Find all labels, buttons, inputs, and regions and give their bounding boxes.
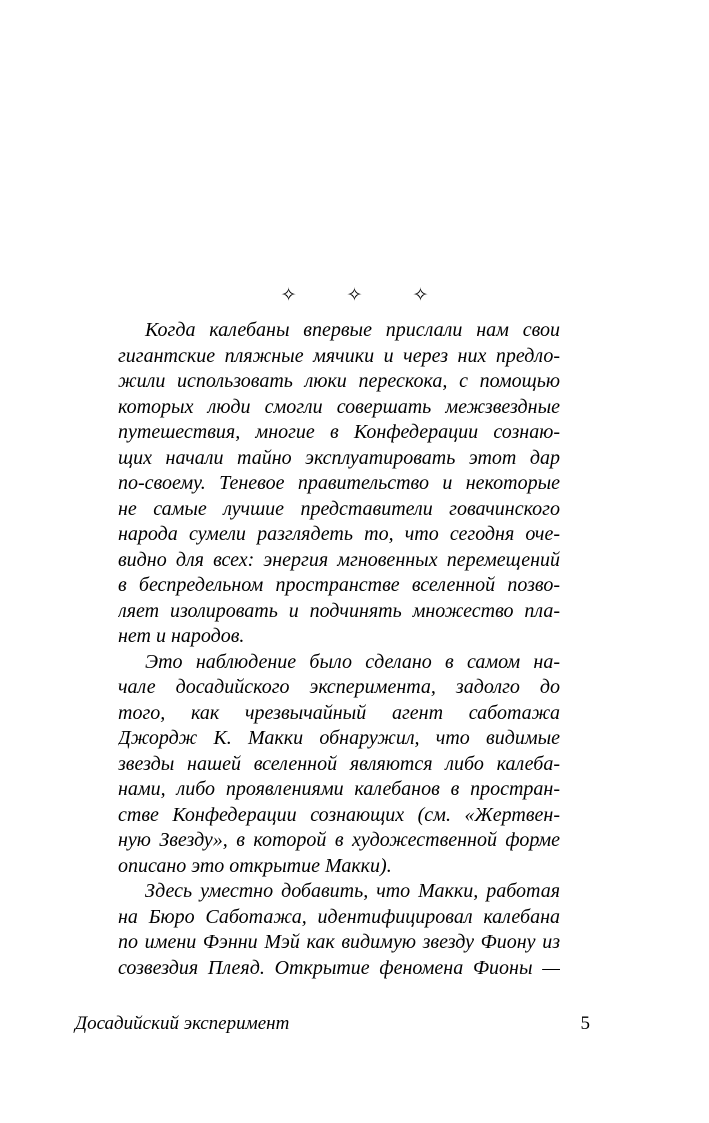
page-number: 5 [580, 1013, 590, 1034]
text-line: щих начали тайно эксплуатировать этот дар [118, 446, 560, 469]
text-line: стве Конфедерации сознающих (см. «Жертвен- [118, 803, 560, 826]
text-line: созвездия Плеяд. Открытие феномена Фионы — [118, 956, 560, 979]
text-line: нами, либо проявлениями калебанов в простран- [118, 778, 560, 800]
text-line: в беспредельном пространстве вселенной позво- [118, 574, 560, 596]
section-divider-ornament: ✧ ✧ ✧ [280, 284, 451, 306]
text-line: Когда калебаны впервые прислали нам свои [145, 319, 560, 341]
text-line: жили использовать люки перескока, с помощью [118, 370, 560, 392]
text-line: которых люди смогли совершать межзвездные [118, 395, 560, 418]
text-line: нет и народов. [118, 625, 245, 647]
text-line: не самые лучшие представители говачинского [118, 497, 560, 520]
text-line: ляет изолировать и подчинять множество пла- [118, 599, 560, 622]
text-line: видно для всех: энергия мгновенных перемещений [118, 548, 560, 571]
text-line: народа сумели разглядеть то, что сегодня оче- [118, 523, 560, 545]
body-text [118, 318, 560, 981]
text-line: описано это открытие Макки). [118, 854, 392, 877]
text-line: Здесь уместно добавить, что Макки, работая [145, 880, 560, 902]
text-line: гигантские пляжные мячики и через них предло- [118, 344, 560, 367]
text-line: чале досадийского эксперимента, задолго до [118, 676, 560, 698]
text-line: того, как чрезвычайный агент саботажа [118, 701, 560, 724]
text-line: ную Звезду», в которой в художественной форме [118, 829, 560, 851]
text-line: звезды нашей вселенной являются либо калеба- [118, 752, 560, 775]
text-line: Джордж К. Макки обнаружил, что видимые [118, 727, 560, 749]
text-line: по-своему. Теневое правительство и некоторые [118, 472, 560, 494]
text-line: на Бюро Саботажа, идентифицировал калебана [118, 905, 560, 928]
text-line: Это наблюдение было сделано в самом на- [145, 650, 560, 673]
running-footer-title: Досадийский эксперимент [75, 1013, 290, 1034]
text-line: путешествия, многие в Конфедерации сознаю- [118, 421, 560, 443]
text-line: по имени Фэнни Мэй как видимую звезду Фиону из [118, 931, 560, 953]
